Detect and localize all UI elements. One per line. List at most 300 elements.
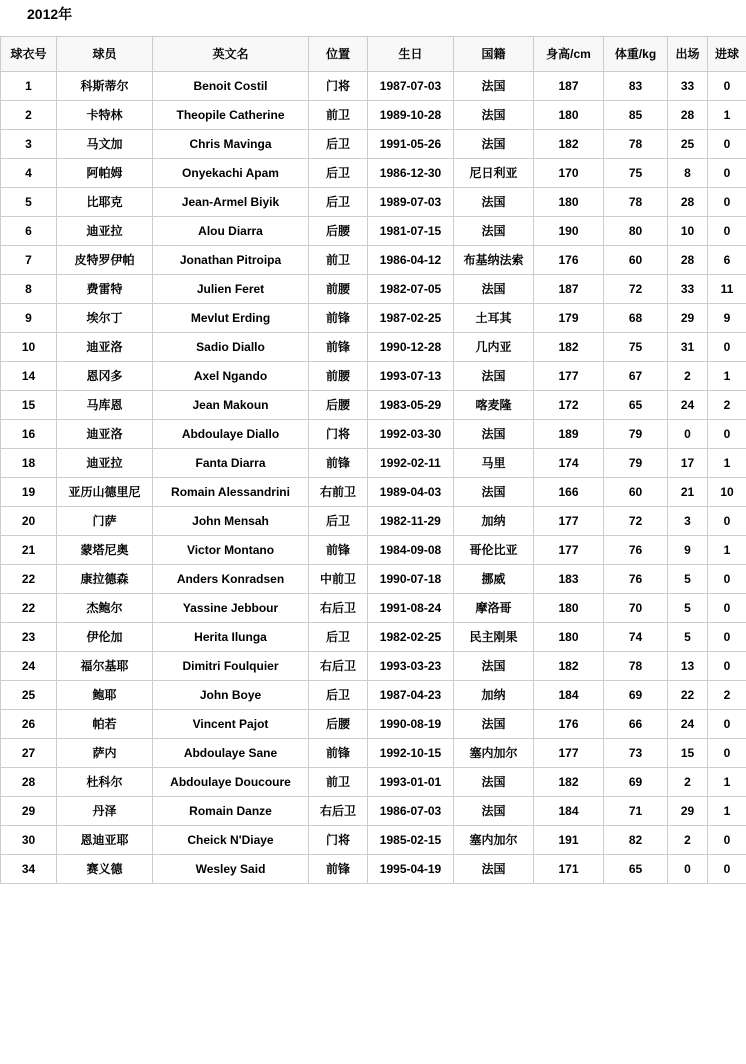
table-row	[1, 710, 746, 739]
cell-player-name: 鲍耶	[57, 681, 153, 710]
cell-height: 183	[534, 565, 604, 594]
cell-height: 177	[534, 739, 604, 768]
cell-appearances: 5	[668, 594, 708, 623]
cell-nationality: 法国	[454, 188, 534, 217]
cell-jersey-number: 1	[1, 72, 57, 101]
cell-nationality: 摩洛哥	[454, 594, 534, 623]
cell-jersey-number: 14	[1, 362, 57, 391]
header-row	[1, 37, 746, 72]
cell-jersey-number: 10	[1, 333, 57, 362]
table-row	[1, 275, 746, 304]
cell-weight: 78	[604, 188, 668, 217]
cell-goals: 1	[708, 449, 746, 478]
cell-english-name: Yassine Jebbour	[153, 594, 309, 623]
cell-height: 187	[534, 72, 604, 101]
cell-position: 前锋	[309, 739, 368, 768]
cell-goals: 10	[708, 478, 746, 507]
cell-weight: 75	[604, 159, 668, 188]
cell-birthday: 1993-03-23	[368, 652, 454, 681]
cell-weight: 68	[604, 304, 668, 333]
table-row	[1, 681, 746, 710]
cell-height: 187	[534, 275, 604, 304]
cell-appearances: 24	[668, 710, 708, 739]
cell-position: 门将	[309, 72, 368, 101]
cell-position: 后卫	[309, 681, 368, 710]
cell-weight: 67	[604, 362, 668, 391]
cell-birthday: 1991-08-24	[368, 594, 454, 623]
cell-nationality: 法国	[454, 797, 534, 826]
cell-birthday: 1993-07-13	[368, 362, 454, 391]
cell-appearances: 15	[668, 739, 708, 768]
column-header-nationality: 国籍	[454, 37, 534, 72]
cell-birthday: 1983-05-29	[368, 391, 454, 420]
cell-goals: 0	[708, 652, 746, 681]
cell-appearances: 24	[668, 391, 708, 420]
cell-birthday: 1989-10-28	[368, 101, 454, 130]
cell-position: 前卫	[309, 768, 368, 797]
cell-appearances: 28	[668, 246, 708, 275]
table-row	[1, 594, 746, 623]
cell-goals: 6	[708, 246, 746, 275]
cell-goals: 0	[708, 710, 746, 739]
cell-goals: 0	[708, 188, 746, 217]
column-header-player-name: 球员	[57, 37, 153, 72]
cell-jersey-number: 5	[1, 188, 57, 217]
cell-birthday: 1986-12-30	[368, 159, 454, 188]
cell-goals: 1	[708, 768, 746, 797]
cell-weight: 60	[604, 478, 668, 507]
cell-birthday: 1984-09-08	[368, 536, 454, 565]
cell-height: 179	[534, 304, 604, 333]
table-row	[1, 391, 746, 420]
table-row	[1, 188, 746, 217]
cell-position: 前锋	[309, 333, 368, 362]
cell-appearances: 2	[668, 826, 708, 855]
cell-nationality: 挪威	[454, 565, 534, 594]
cell-player-name: 恩冈多	[57, 362, 153, 391]
table-row	[1, 855, 746, 884]
cell-appearances: 5	[668, 623, 708, 652]
cell-goals: 0	[708, 420, 746, 449]
cell-player-name: 阿帕姆	[57, 159, 153, 188]
cell-height: 170	[534, 159, 604, 188]
cell-birthday: 1981-07-15	[368, 217, 454, 246]
cell-english-name: John Mensah	[153, 507, 309, 536]
page-title: 2012年	[27, 6, 73, 22]
cell-birthday: 1982-11-29	[368, 507, 454, 536]
cell-position: 右前卫	[309, 478, 368, 507]
table-row	[1, 420, 746, 449]
cell-weight: 70	[604, 594, 668, 623]
cell-nationality: 民主刚果	[454, 623, 534, 652]
cell-player-name: 赛义德	[57, 855, 153, 884]
column-header-appearances: 出场	[668, 37, 708, 72]
table-row	[1, 333, 746, 362]
cell-birthday: 1992-02-11	[368, 449, 454, 478]
cell-birthday: 1982-02-25	[368, 623, 454, 652]
cell-jersey-number: 22	[1, 565, 57, 594]
cell-player-name: 蒙塔尼奥	[57, 536, 153, 565]
cell-weight: 72	[604, 507, 668, 536]
cell-english-name: Axel Ngando	[153, 362, 309, 391]
cell-appearances: 13	[668, 652, 708, 681]
roster-table-body	[1, 72, 746, 884]
cell-position: 前锋	[309, 536, 368, 565]
cell-nationality: 法国	[454, 362, 534, 391]
cell-birthday: 1990-12-28	[368, 333, 454, 362]
cell-goals: 0	[708, 72, 746, 101]
cell-nationality: 哥伦比亚	[454, 536, 534, 565]
cell-appearances: 25	[668, 130, 708, 159]
cell-player-name: 科斯蒂尔	[57, 72, 153, 101]
cell-weight: 69	[604, 768, 668, 797]
cell-player-name: 比耶克	[57, 188, 153, 217]
cell-position: 后腰	[309, 217, 368, 246]
cell-english-name: Benoit Costil	[153, 72, 309, 101]
cell-position: 门将	[309, 826, 368, 855]
cell-player-name: 费雷特	[57, 275, 153, 304]
cell-position: 前腰	[309, 275, 368, 304]
table-row	[1, 536, 746, 565]
table-row	[1, 159, 746, 188]
cell-player-name: 迪亚拉	[57, 449, 153, 478]
cell-english-name: Sadio Diallo	[153, 333, 309, 362]
cell-height: 182	[534, 333, 604, 362]
cell-appearances: 2	[668, 768, 708, 797]
cell-position: 门将	[309, 420, 368, 449]
cell-appearances: 2	[668, 362, 708, 391]
cell-nationality: 法国	[454, 217, 534, 246]
cell-player-name: 迪亚拉	[57, 217, 153, 246]
cell-height: 176	[534, 710, 604, 739]
cell-appearances: 10	[668, 217, 708, 246]
cell-birthday: 1989-04-03	[368, 478, 454, 507]
cell-height: 182	[534, 652, 604, 681]
cell-nationality: 法国	[454, 768, 534, 797]
cell-height: 184	[534, 681, 604, 710]
cell-position: 后腰	[309, 391, 368, 420]
column-header-goals: 进球	[708, 37, 746, 72]
cell-height: 177	[534, 536, 604, 565]
cell-height: 182	[534, 130, 604, 159]
cell-position: 后卫	[309, 130, 368, 159]
cell-position: 前卫	[309, 101, 368, 130]
column-header-jersey-number: 球衣号	[1, 37, 57, 72]
cell-goals: 1	[708, 797, 746, 826]
cell-jersey-number: 22	[1, 594, 57, 623]
cell-jersey-number: 2	[1, 101, 57, 130]
cell-height: 190	[534, 217, 604, 246]
cell-birthday: 1985-02-15	[368, 826, 454, 855]
cell-appearances: 21	[668, 478, 708, 507]
cell-goals: 0	[708, 594, 746, 623]
cell-nationality: 马里	[454, 449, 534, 478]
cell-goals: 0	[708, 623, 746, 652]
cell-position: 后卫	[309, 507, 368, 536]
cell-jersey-number: 4	[1, 159, 57, 188]
cell-jersey-number: 28	[1, 768, 57, 797]
cell-position: 后卫	[309, 188, 368, 217]
cell-height: 180	[534, 594, 604, 623]
cell-jersey-number: 16	[1, 420, 57, 449]
cell-player-name: 皮特罗伊帕	[57, 246, 153, 275]
cell-player-name: 杜科尔	[57, 768, 153, 797]
cell-english-name: Jean-Armel Biyik	[153, 188, 309, 217]
cell-height: 180	[534, 188, 604, 217]
cell-english-name: Vincent Pajot	[153, 710, 309, 739]
cell-english-name: Fanta Diarra	[153, 449, 309, 478]
cell-player-name: 帕若	[57, 710, 153, 739]
cell-birthday: 1987-04-23	[368, 681, 454, 710]
cell-appearances: 17	[668, 449, 708, 478]
cell-height: 180	[534, 623, 604, 652]
table-row	[1, 826, 746, 855]
table-row	[1, 739, 746, 768]
cell-english-name: Wesley Said	[153, 855, 309, 884]
cell-goals: 0	[708, 739, 746, 768]
cell-english-name: Victor Montano	[153, 536, 309, 565]
cell-appearances: 28	[668, 101, 708, 130]
cell-appearances: 3	[668, 507, 708, 536]
cell-position: 后卫	[309, 623, 368, 652]
cell-nationality: 喀麦隆	[454, 391, 534, 420]
cell-birthday: 1986-04-12	[368, 246, 454, 275]
cell-player-name: 恩迪亚耶	[57, 826, 153, 855]
table-row	[1, 768, 746, 797]
cell-goals: 0	[708, 855, 746, 884]
cell-goals: 0	[708, 826, 746, 855]
cell-height: 172	[534, 391, 604, 420]
cell-player-name: 丹泽	[57, 797, 153, 826]
cell-birthday: 1982-07-05	[368, 275, 454, 304]
cell-jersey-number: 15	[1, 391, 57, 420]
cell-nationality: 法国	[454, 652, 534, 681]
cell-english-name: Anders Konradsen	[153, 565, 309, 594]
cell-jersey-number: 30	[1, 826, 57, 855]
table-row	[1, 246, 746, 275]
cell-jersey-number: 29	[1, 797, 57, 826]
cell-weight: 82	[604, 826, 668, 855]
cell-height: 177	[534, 507, 604, 536]
cell-nationality: 塞内加尔	[454, 739, 534, 768]
cell-nationality: 加纳	[454, 507, 534, 536]
table-row	[1, 797, 746, 826]
cell-jersey-number: 3	[1, 130, 57, 159]
cell-jersey-number: 7	[1, 246, 57, 275]
table-row	[1, 449, 746, 478]
cell-player-name: 马库恩	[57, 391, 153, 420]
cell-english-name: John Boye	[153, 681, 309, 710]
column-header-english-name: 英文名	[153, 37, 309, 72]
cell-weight: 79	[604, 449, 668, 478]
cell-jersey-number: 8	[1, 275, 57, 304]
cell-english-name: Chris Mavinga	[153, 130, 309, 159]
cell-birthday: 1986-07-03	[368, 797, 454, 826]
cell-nationality: 法国	[454, 420, 534, 449]
table-row	[1, 623, 746, 652]
table-row	[1, 507, 746, 536]
cell-jersey-number: 18	[1, 449, 57, 478]
column-header-position: 位置	[309, 37, 368, 72]
cell-player-name: 迪亚洛	[57, 333, 153, 362]
cell-player-name: 马文加	[57, 130, 153, 159]
cell-jersey-number: 24	[1, 652, 57, 681]
cell-appearances: 33	[668, 72, 708, 101]
cell-goals: 0	[708, 159, 746, 188]
cell-goals: 0	[708, 507, 746, 536]
cell-appearances: 22	[668, 681, 708, 710]
cell-nationality: 法国	[454, 478, 534, 507]
cell-appearances: 9	[668, 536, 708, 565]
cell-weight: 76	[604, 565, 668, 594]
table-row	[1, 565, 746, 594]
roster-table	[0, 36, 746, 884]
cell-birthday: 1990-08-19	[368, 710, 454, 739]
cell-goals: 0	[708, 333, 746, 362]
cell-nationality: 土耳其	[454, 304, 534, 333]
cell-jersey-number: 21	[1, 536, 57, 565]
cell-english-name: Romain Danze	[153, 797, 309, 826]
cell-appearances: 0	[668, 420, 708, 449]
cell-position: 前卫	[309, 246, 368, 275]
cell-birthday: 1989-07-03	[368, 188, 454, 217]
cell-player-name: 伊伦加	[57, 623, 153, 652]
cell-english-name: Jean Makoun	[153, 391, 309, 420]
cell-appearances: 33	[668, 275, 708, 304]
cell-english-name: Jonathan Pitroipa	[153, 246, 309, 275]
table-row	[1, 362, 746, 391]
cell-goals: 0	[708, 565, 746, 594]
roster-table-header	[1, 37, 746, 72]
column-header-height: 身高/cm	[534, 37, 604, 72]
cell-weight: 79	[604, 420, 668, 449]
table-row	[1, 478, 746, 507]
cell-english-name: Herita Ilunga	[153, 623, 309, 652]
cell-position: 右后卫	[309, 594, 368, 623]
cell-position: 前锋	[309, 449, 368, 478]
cell-english-name: Theopile Catherine	[153, 101, 309, 130]
cell-weight: 76	[604, 536, 668, 565]
cell-appearances: 8	[668, 159, 708, 188]
cell-jersey-number: 27	[1, 739, 57, 768]
cell-goals: 9	[708, 304, 746, 333]
cell-appearances: 0	[668, 855, 708, 884]
cell-position: 后腰	[309, 710, 368, 739]
cell-position: 右后卫	[309, 652, 368, 681]
cell-jersey-number: 19	[1, 478, 57, 507]
cell-english-name: Dimitri Foulquier	[153, 652, 309, 681]
cell-birthday: 1987-02-25	[368, 304, 454, 333]
cell-player-name: 萨内	[57, 739, 153, 768]
cell-position: 后卫	[309, 159, 368, 188]
cell-appearances: 29	[668, 797, 708, 826]
cell-nationality: 法国	[454, 130, 534, 159]
cell-position: 前腰	[309, 362, 368, 391]
cell-player-name: 福尔基耶	[57, 652, 153, 681]
cell-height: 166	[534, 478, 604, 507]
cell-weight: 78	[604, 130, 668, 159]
cell-position: 中前卫	[309, 565, 368, 594]
cell-weight: 80	[604, 217, 668, 246]
cell-nationality: 法国	[454, 855, 534, 884]
cell-appearances: 29	[668, 304, 708, 333]
cell-goals: 1	[708, 362, 746, 391]
cell-goals: 1	[708, 536, 746, 565]
cell-birthday: 1987-07-03	[368, 72, 454, 101]
cell-english-name: Romain Alessandrini	[153, 478, 309, 507]
cell-nationality: 法国	[454, 710, 534, 739]
cell-nationality: 几内亚	[454, 333, 534, 362]
cell-position: 右后卫	[309, 797, 368, 826]
cell-birthday: 1990-07-18	[368, 565, 454, 594]
table-row	[1, 130, 746, 159]
cell-goals: 2	[708, 391, 746, 420]
cell-player-name: 卡特林	[57, 101, 153, 130]
cell-weight: 60	[604, 246, 668, 275]
cell-weight: 83	[604, 72, 668, 101]
cell-nationality: 加纳	[454, 681, 534, 710]
cell-english-name: Abdoulaye Doucoure	[153, 768, 309, 797]
cell-goals: 1	[708, 101, 746, 130]
cell-english-name: Abdoulaye Diallo	[153, 420, 309, 449]
cell-jersey-number: 25	[1, 681, 57, 710]
cell-weight: 73	[604, 739, 668, 768]
cell-weight: 74	[604, 623, 668, 652]
cell-player-name: 杰鲍尔	[57, 594, 153, 623]
cell-goals: 2	[708, 681, 746, 710]
cell-goals: 0	[708, 130, 746, 159]
cell-nationality: 法国	[454, 72, 534, 101]
cell-weight: 69	[604, 681, 668, 710]
cell-player-name: 门萨	[57, 507, 153, 536]
table-row	[1, 304, 746, 333]
cell-height: 182	[534, 768, 604, 797]
cell-jersey-number: 26	[1, 710, 57, 739]
cell-position: 前锋	[309, 855, 368, 884]
cell-jersey-number: 6	[1, 217, 57, 246]
cell-weight: 65	[604, 391, 668, 420]
cell-jersey-number: 23	[1, 623, 57, 652]
table-row	[1, 217, 746, 246]
column-header-weight: 体重/kg	[604, 37, 668, 72]
cell-english-name: Cheick N'Diaye	[153, 826, 309, 855]
cell-jersey-number: 34	[1, 855, 57, 884]
cell-jersey-number: 9	[1, 304, 57, 333]
column-header-birthday: 生日	[368, 37, 454, 72]
cell-birthday: 1992-03-30	[368, 420, 454, 449]
cell-weight: 78	[604, 652, 668, 681]
cell-nationality: 尼日利亚	[454, 159, 534, 188]
cell-player-name: 亚历山德里尼	[57, 478, 153, 507]
cell-goals: 11	[708, 275, 746, 304]
cell-player-name: 迪亚洛	[57, 420, 153, 449]
cell-nationality: 布基纳法索	[454, 246, 534, 275]
cell-height: 174	[534, 449, 604, 478]
cell-height: 189	[534, 420, 604, 449]
cell-weight: 71	[604, 797, 668, 826]
cell-player-name: 康拉德森	[57, 565, 153, 594]
cell-height: 177	[534, 362, 604, 391]
cell-english-name: Julien Feret	[153, 275, 309, 304]
cell-weight: 75	[604, 333, 668, 362]
cell-height: 180	[534, 101, 604, 130]
cell-english-name: Alou Diarra	[153, 217, 309, 246]
cell-birthday: 1995-04-19	[368, 855, 454, 884]
table-row	[1, 72, 746, 101]
cell-position: 前锋	[309, 304, 368, 333]
cell-nationality: 法国	[454, 275, 534, 304]
cell-english-name: Mevlut Erding	[153, 304, 309, 333]
